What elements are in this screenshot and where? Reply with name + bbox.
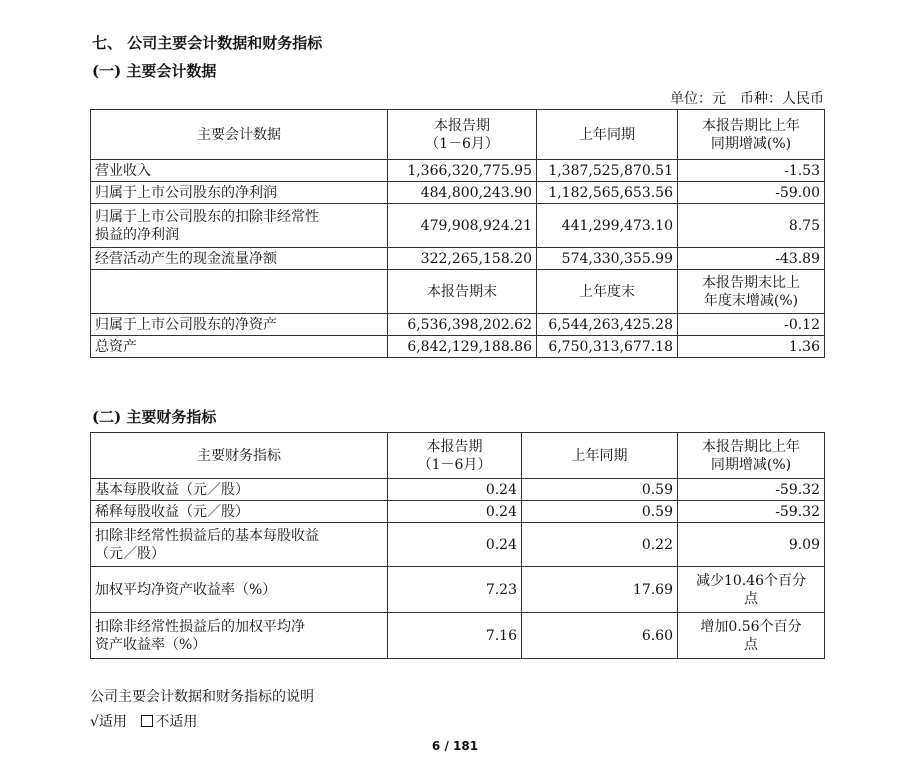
value-cell: 7.23 — [388, 567, 522, 613]
row-label-cell: 营业收入 — [91, 160, 388, 182]
value-cell: 574,330,355.99 — [537, 248, 678, 270]
row-label-cell: 扣除非经常性损益后的加权平均净 资产收益率（%） — [91, 613, 388, 659]
subsection-title-accounting-data: (一) 主要会计数据 — [92, 62, 217, 80]
header-cell: 本报告期 （1－6月） — [388, 110, 537, 160]
table-row — [91, 314, 825, 336]
header-cell: 主要财务指标 — [91, 433, 388, 479]
header-cell: 上年度末 — [537, 270, 678, 314]
subsection-title-financial-indicators: (二) 主要财务指标 — [92, 408, 217, 426]
header-cell: 本报告期比上年 同期增减(%) — [678, 110, 825, 160]
value-cell: 6,536,398,202.62 — [388, 314, 537, 336]
option-applicable: 适用 — [98, 714, 127, 730]
value-cell: 1,387,525,870.51 — [537, 160, 678, 182]
table-row — [91, 182, 825, 204]
value-cell: 9.09 — [678, 523, 825, 567]
value-cell: -59.32 — [678, 479, 825, 501]
row-label-cell: 加权平均净资产收益率（%） — [91, 567, 388, 613]
header-cell: 上年同期 — [522, 433, 678, 479]
value-cell: 7.16 — [388, 613, 522, 659]
value-cell: 减少10.46个百分 点 — [678, 567, 825, 613]
value-cell: 0.59 — [522, 479, 678, 501]
value-cell: 8.75 — [678, 204, 825, 248]
row-label-cell: 稀释每股收益（元／股） — [91, 501, 388, 523]
table-row — [91, 523, 825, 567]
value-cell: 1,182,565,653.56 — [537, 182, 678, 204]
value-cell: -59.00 — [678, 182, 825, 204]
header-cell: 本报告期比上年 同期增减(%) — [678, 433, 825, 479]
table-row — [91, 248, 825, 270]
row-label-cell: 归属于上市公司股东的净资产 — [91, 314, 388, 336]
checked-mark-icon: √ — [90, 714, 99, 730]
header-cell: 本报告期末比上 年度末增减(%) — [678, 270, 825, 314]
value-cell: 17.69 — [522, 567, 678, 613]
table-header-row — [91, 270, 825, 314]
value-cell: 0.24 — [388, 501, 522, 523]
value-cell: 增加0.56个百分 点 — [678, 613, 825, 659]
value-cell: 6,842,129,188.86 — [388, 336, 537, 358]
value-cell: 6,544,263,425.28 — [537, 314, 678, 336]
row-label-cell: 基本每股收益（元／股） — [91, 479, 388, 501]
value-cell: -59.32 — [678, 501, 825, 523]
value-cell: 479,908,924.21 — [388, 204, 537, 248]
value-cell: -43.89 — [678, 248, 825, 270]
unit-note: 单位：元 币种：人民币 — [670, 91, 824, 107]
option-not-applicable: 不适用 — [155, 714, 198, 730]
value-cell: 0.22 — [522, 523, 678, 567]
section-title: 七、 公司主要会计数据和财务指标 — [92, 34, 323, 52]
table-row — [91, 336, 825, 358]
value-cell: -1.53 — [678, 160, 825, 182]
value-cell: -0.12 — [678, 314, 825, 336]
table-header-row — [91, 433, 825, 479]
header-cell — [91, 270, 388, 314]
page-number: 6 / 181 — [431, 739, 479, 753]
value-cell: 1.36 — [678, 336, 825, 358]
header-cell: 上年同期 — [537, 110, 678, 160]
value-cell: 0.59 — [522, 501, 678, 523]
table-header-row — [91, 110, 825, 160]
row-label-cell: 归属于上市公司股东的扣除非经常性 损益的净利润 — [91, 204, 388, 248]
table-row — [91, 567, 825, 613]
table-row — [91, 613, 825, 659]
header-cell: 本报告期末 — [388, 270, 537, 314]
explanation-note: 公司主要会计数据和财务指标的说明 — [90, 689, 314, 705]
row-label-cell: 归属于上市公司股东的净利润 — [91, 182, 388, 204]
value-cell: 0.24 — [388, 479, 522, 501]
row-label-cell: 总资产 — [91, 336, 388, 358]
header-cell: 主要会计数据 — [91, 110, 388, 160]
header-cell: 本报告期 （1－6月） — [388, 433, 522, 479]
table-row — [91, 204, 825, 248]
table-row — [91, 160, 825, 182]
applicability-options — [90, 711, 197, 731]
accounting-data-table — [90, 109, 825, 358]
row-label-cell: 经营活动产生的现金流量净额 — [91, 248, 388, 270]
value-cell: 441,299,473.10 — [537, 204, 678, 248]
table-row — [91, 479, 825, 501]
value-cell: 6.60 — [522, 613, 678, 659]
value-cell: 6,750,313,677.18 — [537, 336, 678, 358]
financial-indicators-table — [90, 432, 825, 659]
value-cell: 484,800,243.90 — [388, 182, 537, 204]
row-label-cell: 扣除非经常性损益后的基本每股收益 （元／股） — [91, 523, 388, 567]
value-cell: 322,265,158.20 — [388, 248, 537, 270]
checkbox-icon — [141, 715, 153, 727]
table-row — [91, 501, 825, 523]
value-cell: 0.24 — [388, 523, 522, 567]
value-cell: 1,366,320,775.95 — [388, 160, 537, 182]
